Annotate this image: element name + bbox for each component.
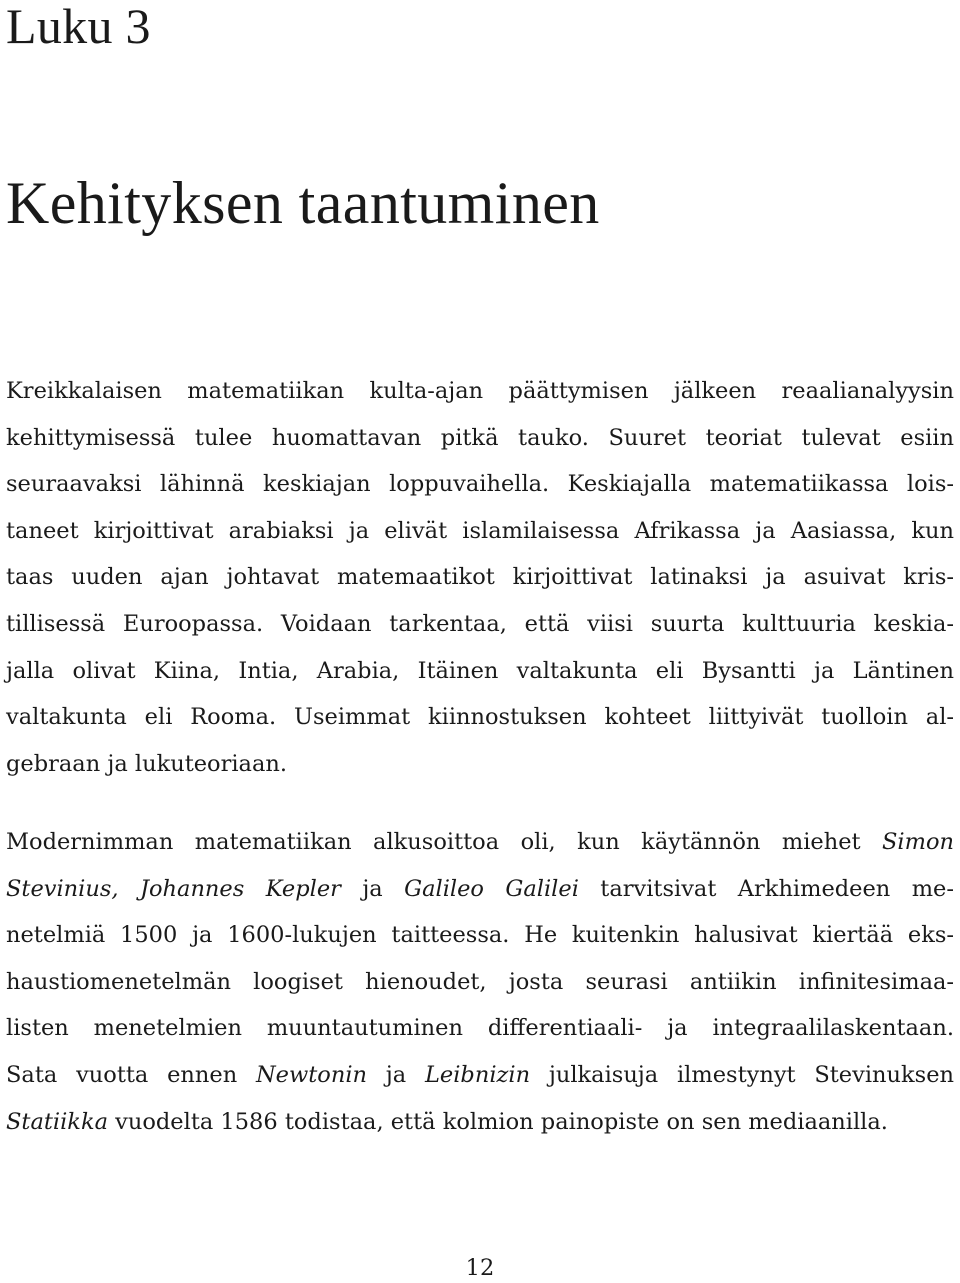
- text-line: listen menetelmien muuntautuminen differentiaali- ja integraalilaskentaan.: [6, 1015, 954, 1042]
- person-name: Simon: [882, 829, 954, 855]
- text-line: jalla olivat Kiina, Intia, Arabia, Itäinen valtakunta eli Bysantti ja Läntinen: [6, 657, 954, 684]
- text-line: taneet kirjoittivat arabiaksi ja elivät islamilaisessa Afrikassa ja Aasiassa, kun: [6, 517, 954, 544]
- text-line: haustiomenetelmän loogiset hienoudet, josta seurasi antiikin infinitesimaa-: [6, 968, 954, 995]
- text-line: taas uuden ajan johtavat matemaatikot kirjoittivat latinaksi ja asuivat kris-: [6, 564, 954, 591]
- person-name: Newtonin: [255, 1061, 368, 1088]
- text-line: seuraavaksi lähinnä keskiajan loppuvaihella. Keskiajalla matematiikassa lois-: [6, 471, 954, 498]
- text-line: [6, 1052, 954, 1099]
- text-run: tarvitsivat Arkhimedeen me-: [578, 875, 954, 902]
- text-run: Sata vuotta ennen: [6, 1061, 256, 1088]
- text-line: [6, 866, 954, 913]
- page-number: 12: [465, 1255, 495, 1281]
- text-line: netelmiä 1500 ja 1600-lukujen taitteessa. He kuitenkin halusivat kiertää eks-: [6, 922, 954, 949]
- text-line: [6, 819, 954, 866]
- text-line: kehittymisessä tulee huomattavan pitkä tauko. Suuret teoriat tulevat esiin: [6, 424, 954, 451]
- text-line: Kreikkalaisen matematiikan kulta-ajan päättymisen jälkeen reaalianalyysin: [6, 378, 954, 404]
- chapter-label: Luku 3: [6, 0, 151, 54]
- paragraph-intro: [6, 368, 954, 787]
- person-name: Leibnizin: [424, 1061, 531, 1088]
- text-line: tillisessä Euroopassa. Voidaan tarkentaa, että viisi suurta kulttuuria keskia-: [6, 610, 954, 637]
- text-run: ja: [340, 875, 405, 902]
- text-run: Modernimman matematiikan alkusoittoa oli, kun käytännön miehet: [6, 829, 883, 855]
- text-line: valtakunta eli Rooma. Useimmat kiinnostuksen kohteet liittyivät tuolloin al-: [6, 704, 954, 731]
- paragraph-modern-mathematics: [6, 819, 954, 1145]
- person-name: Stevinius, Johannes Kepler: [6, 875, 341, 902]
- text-line: gebraan ja lukuteoriaan.: [6, 750, 288, 777]
- chapter-title: Kehityksen taantuminen: [6, 170, 600, 236]
- text-line: [6, 1099, 954, 1146]
- book-title: Statiikka: [6, 1108, 108, 1135]
- text-run: julkaisuja ilmestynyt Stevinuksen: [530, 1061, 954, 1088]
- person-name: Galileo Galilei: [404, 875, 579, 902]
- text-run: ja: [367, 1061, 425, 1088]
- text-run: vuodelta 1586 todistaa, että kolmion painopiste on sen mediaanilla.: [108, 1108, 888, 1135]
